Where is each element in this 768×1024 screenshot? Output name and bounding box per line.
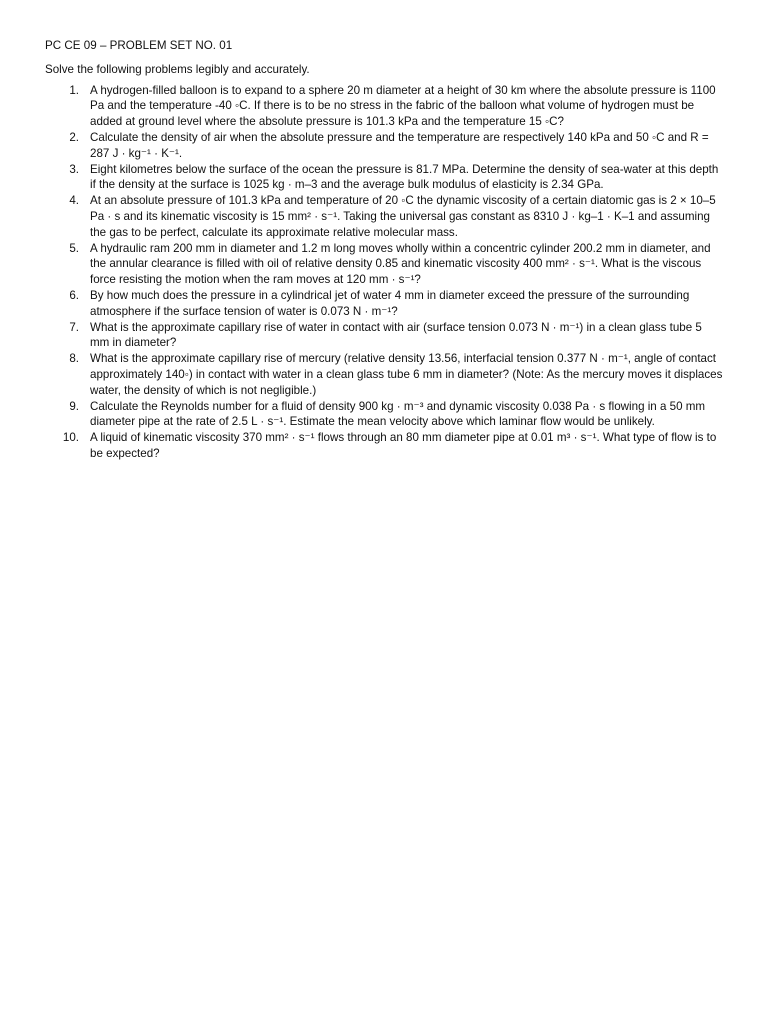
problem-item <box>45 351 724 398</box>
problem-text: A hydrogen-filled balloon is to expand to a sphere 20 m diameter at a height of 30 km where the absolute pressure is 1100 Pa and the temperature -40 ◦C. If there is to be no stress in the fabric of the balloon what volume of hydrogen must be added at ground level where the absolute pressure is 101.3 kPa and the temperature 15 ◦C? <box>90 83 716 129</box>
problem-number: 6. <box>69 288 79 302</box>
problem-item <box>45 288 724 320</box>
problem-item <box>45 162 724 194</box>
problem-number: 9. <box>69 399 79 413</box>
problem-text: A hydraulic ram 200 mm in diameter and 1.2 m long moves wholly within a concentric cylinder 200.2 mm in diameter, and the annular clearance is filled with oil of relative density 0.85 and kinematic viscosity 400 mm² · s⁻¹. What is the viscous force resisting the motion when the ram moves at 120 mm · s⁻¹? <box>90 241 711 287</box>
problem-item <box>45 83 724 130</box>
problem-text: At an absolute pressure of 101.3 kPa and temperature of 20 ◦C the dynamic viscosity of a certain diatomic gas is 2 × 10–5 Pa · s and its kinematic viscosity is 15 mm² · s⁻¹. Taking the universal gas constant as 8310 J · kg–1 · K–1 and assuming the gas to be perfect, calculate its approximate relative molecular mass. <box>90 194 716 239</box>
instructions-text: Solve the following problems legibly and accurately. <box>45 62 310 76</box>
problem-list <box>45 83 724 462</box>
problem-text: Calculate the density of air when the absolute pressure and the temperature are respectively 140 kPa and 50 ◦C and R = 287 J · kg⁻¹ · K⁻¹. <box>90 130 709 160</box>
problem-text: Eight kilometres below the surface of the ocean the pressure is 81.7 MPa. Determine the density of sea-water at this depth if the density at the surface is 1025 kg · m–3 and the average bulk modulus of elasticity is 2.34 GPa. <box>90 162 719 192</box>
problem-number: 5. <box>69 241 79 255</box>
problem-item <box>45 241 724 288</box>
problem-number: 7. <box>69 320 79 334</box>
problem-number: 1. <box>69 83 79 97</box>
problem-number: 3. <box>69 162 79 176</box>
problem-text: Calculate the Reynolds number for a fluid of density 900 kg · m⁻³ and dynamic viscosity 0.038 Pa · s flowing in a 50 mm diameter pipe at the rate of 2.5 L · s⁻¹. Estimate the mean velocity above which laminar flow would be unlikely. <box>90 399 706 429</box>
problem-text: By how much does the pressure in a cylindrical jet of water 4 mm in diameter exceed the pressure of the surrounding atmosphere if the surface tension of water is 0.073 N · m⁻¹? <box>90 288 690 318</box>
problem-number: 8. <box>69 352 79 366</box>
problem-number: 4. <box>69 194 79 208</box>
problem-item <box>45 320 724 352</box>
problem-item <box>45 399 724 431</box>
problem-text: What is the approximate capillary rise of mercury (relative density 13.56, interfacial tension 0.377 N · m⁻¹, angle of contact approximately 140◦) in contact with water in a clean glass tube 6 mm in diameter? (Note: As the mercury moves it displaces water, the density of which is not negligible.) <box>90 352 723 397</box>
problem-item <box>45 193 724 240</box>
document-title: PC CE 09 – PROBLEM SET NO. 01 <box>45 39 233 52</box>
problem-number: 10. <box>62 431 79 445</box>
problem-text: A liquid of kinematic viscosity 370 mm² · s⁻¹ flows through an 80 mm diameter pipe at 0.01 m³ · s⁻¹. What type of flow is to be expected? <box>90 431 717 460</box>
problem-number: 2. <box>69 130 79 144</box>
problem-item <box>45 130 724 162</box>
problem-item <box>45 430 724 462</box>
problem-text: What is the approximate capillary rise of water in contact with air (surface tension 0.073 N · m⁻¹) in a clean glass tube 5 mm in diameter? <box>90 320 702 350</box>
